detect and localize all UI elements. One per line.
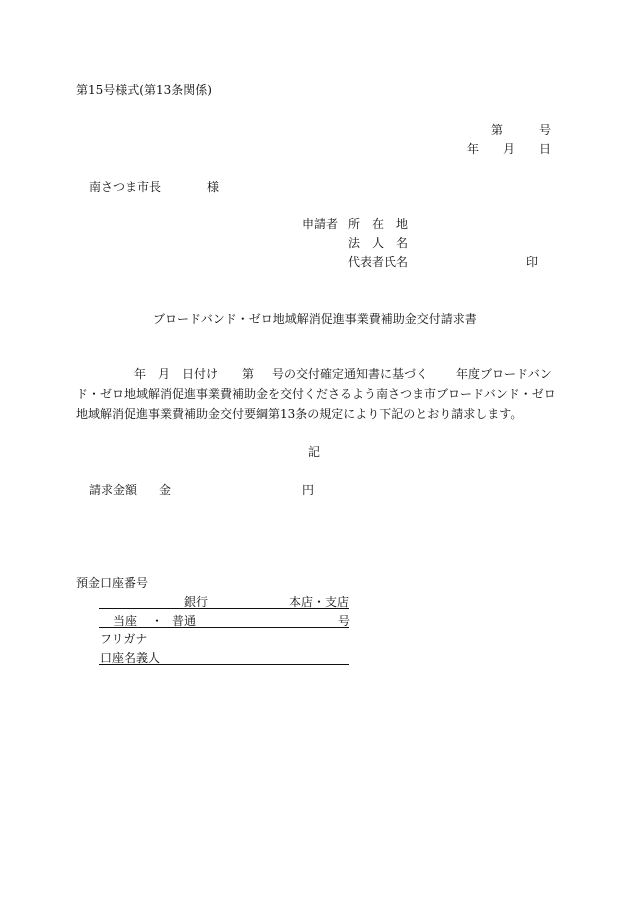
doc-number-suffix: 号 [539, 123, 552, 137]
applicant-label: 申請者 [302, 217, 339, 231]
form-number: 第15号様式(第13条関係) [76, 83, 212, 97]
document-title: ブロードバンド・ゼロ地域解消促進事業費補助金交付請求書 [153, 312, 477, 326]
applicant-address-label: 所 在 地 [348, 217, 409, 231]
account-number-suffix: 号 [338, 614, 351, 628]
type-ordinary: 普通 [172, 614, 197, 628]
body-fiscal-year: 年度ブロードバン [456, 367, 552, 381]
claim-amount-label: 請求金額 [89, 483, 138, 497]
doc-number-prefix: 第 [491, 123, 504, 137]
seal-mark: 印 [526, 255, 539, 269]
type-current: 当座 [113, 614, 138, 628]
addressee-name: 南さつま市長 [89, 180, 162, 194]
applicant-corp-label: 法 人 名 [348, 236, 409, 250]
account-heading: 預金口座番号 [76, 576, 149, 590]
body-dated: 日付け [182, 367, 219, 381]
body-no: 第 [242, 367, 255, 381]
branch-label: 本店・支店 [289, 595, 350, 609]
body-line-2: ド・ゼロ地域解消促進事業費補助金を交付くださるよう南さつま市ブロードバンド・ゼロ [76, 387, 556, 401]
addressee-honorific: 様 [207, 180, 220, 194]
account-holder-label: 口座名義人 [100, 651, 161, 665]
body-notice: 号の交付確定通知書に基づく [272, 367, 429, 381]
date-year: 年 [467, 142, 480, 156]
date-day: 日 [539, 142, 552, 156]
type-separator: ・ [151, 614, 164, 628]
bank-label: 銀行 [184, 595, 209, 609]
body-line-3: 地域解消促進事業費補助金交付要綱第13条の規定により下記のとおり請求します。 [76, 407, 523, 421]
claim-kin: 金 [159, 483, 172, 497]
body-year: 年 [134, 367, 147, 381]
date-month: 月 [503, 142, 516, 156]
furigana-label: フリガナ [100, 632, 148, 646]
applicant-rep-label: 代表者氏名 [348, 255, 409, 269]
claim-yen: 円 [302, 483, 315, 497]
ki-mark: 記 [308, 445, 321, 459]
body-month: 月 [158, 367, 171, 381]
